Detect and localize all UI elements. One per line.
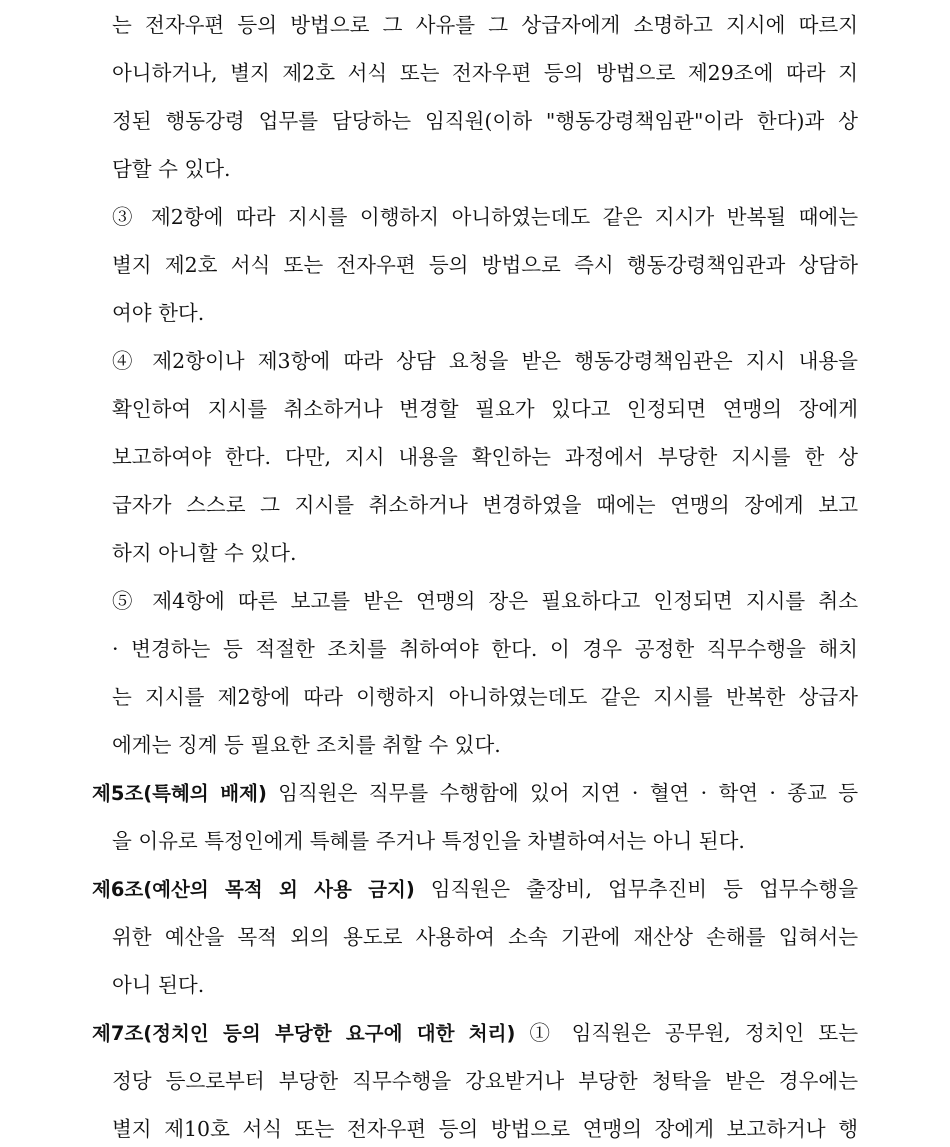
article-6-first-line xyxy=(92,875,858,904)
article-5-line: 을 이유로 특정인에게 특혜를 주거나 특정인을 차별하여서는 아니 된다. xyxy=(112,829,745,853)
article-5-heading: 제5조(특혜의 배제) xyxy=(92,782,267,805)
article-7-first-line xyxy=(92,1019,858,1048)
article-7-text: ① 임직원은 공무원, 정치인 또는 xyxy=(515,1021,858,1045)
paragraph-5-line: ⑤ 제4항에 따른 보고를 받은 연맹의 장은 필요하다고 인정되면 지시를 취소 xyxy=(112,589,858,613)
paragraph-3-line: 여야 한다. xyxy=(112,301,205,325)
paragraph-4-line: 급자가 스스로 그 지시를 취소하거나 변경하였을 때에는 연맹의 장에게 보고 xyxy=(112,493,858,517)
article-6-line: 위한 예산을 목적 외의 용도로 사용하여 소속 기관에 재산상 손해를 입혀서는 xyxy=(112,925,858,949)
body-line: 정된 행동강령 업무를 담당하는 임직원(이하 "행동강령책임관"이라 한다)과 상 xyxy=(112,109,858,133)
article-7-line: 정당 등으로부터 부당한 직무수행을 강요받거나 부당한 청탁을 받은 경우에는 xyxy=(112,1069,858,1093)
article-5-first-line xyxy=(92,779,858,808)
paragraph-4-line: 보고하여야 한다. 다만, 지시 내용을 확인하는 과정에서 부당한 지시를 한 상 xyxy=(112,445,858,469)
paragraph-4-line: 하지 아니할 수 있다. xyxy=(112,541,297,565)
article-7-line: 별지 제10호 서식 또는 전자우편 등의 방법으로 연맹의 장에게 보고하거나 행 xyxy=(112,1117,858,1141)
paragraph-5-line: 에게는 징계 등 필요한 조치를 취할 수 있다. xyxy=(112,733,501,757)
paragraph-4-line: ④ 제2항이나 제3항에 따라 상담 요청을 받은 행동강령책임관은 지시 내용을 xyxy=(112,349,858,373)
article-7-heading: 제7조(정치인 등의 부당한 요구에 대한 처리) xyxy=(92,1022,516,1045)
body-line: 아니하거나, 별지 제2호 서식 또는 전자우편 등의 방법으로 제29조에 따라 지 xyxy=(112,61,858,85)
article-6-line: 아니 된다. xyxy=(112,973,205,997)
body-line: 담할 수 있다. xyxy=(112,157,231,181)
paragraph-4-line: 확인하여 지시를 취소하거나 변경할 필요가 있다고 인정되면 연맹의 장에게 xyxy=(112,397,858,421)
body-line: 는 전자우편 등의 방법으로 그 사유를 그 상급자에게 소명하고 지시에 따르지 xyxy=(112,13,858,37)
article-6-text: 임직원은 출장비, 업무추진비 등 업무수행을 xyxy=(414,877,858,901)
paragraph-3-line: ③ 제2항에 따라 지시를 이행하지 아니하였는데도 같은 지시가 반복될 때에는 xyxy=(112,205,858,229)
article-6-heading: 제6조(예산의 목적 외 사용 금지) xyxy=(92,878,415,901)
article-5-text: 임직원은 직무를 수행함에 있어 지연 · 혈연 · 학연 · 종교 등 xyxy=(266,781,858,805)
paragraph-5-line: · 변경하는 등 적절한 조치를 취하여야 한다. 이 경우 공정한 직무수행을 해치 xyxy=(112,637,858,661)
paragraph-5-line: 는 지시를 제2항에 따라 이행하지 아니하였는데도 같은 지시를 반복한 상급자 xyxy=(112,685,858,709)
paragraph-3-line: 별지 제2호 서식 또는 전자우편 등의 방법으로 즉시 행동강령책임관과 상담하 xyxy=(112,253,858,277)
